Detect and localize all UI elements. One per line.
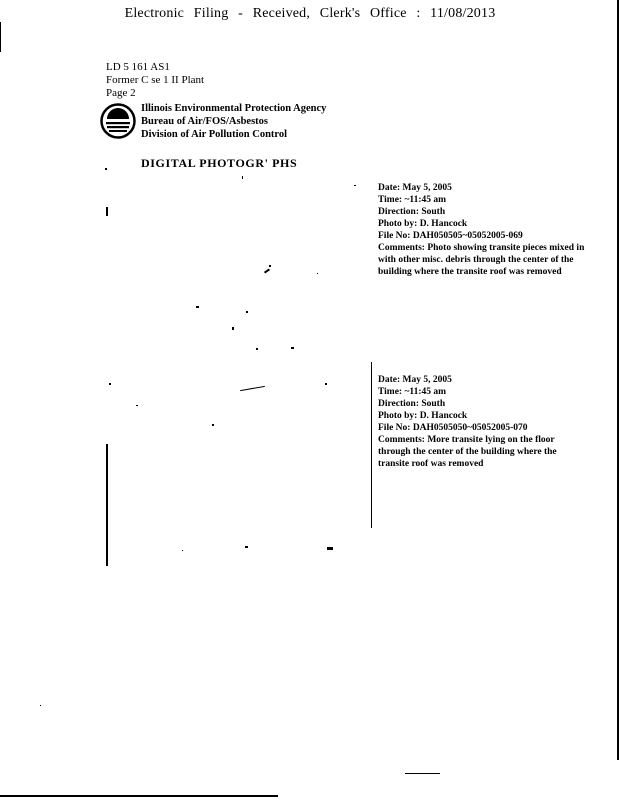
- filing-stamp: Electronic Filing - Received, Clerk's Office : 11/08/2013: [124, 6, 496, 21]
- document-ref-line: Former C se 1 II Plant: [106, 74, 205, 86]
- photo-comments: Comments: Photo showing transite pieces mixed in: [378, 243, 585, 253]
- photo-direction: Direction: South: [378, 399, 446, 409]
- photo-comments: building where the transite roof was removed: [378, 267, 562, 277]
- agency-name: Illinois Environmental Protection Agency: [141, 103, 327, 114]
- photo-file-number: File No: DAH050505~05052005-069: [378, 231, 523, 241]
- bottom-border-line: [0, 795, 278, 797]
- document-reference: [106, 61, 204, 100]
- photo-photographer: Photo by: D. Hancock: [378, 219, 468, 229]
- bureau-name: Bureau of Air/FOS/Asbestos: [141, 116, 268, 127]
- photo-file-number: File No: DAH0505050~05052005-070: [378, 423, 528, 433]
- footer-dash: [405, 773, 440, 774]
- photo-comments: transite roof was removed: [378, 459, 484, 469]
- photo-time: Time: ~11:45 am: [378, 195, 447, 205]
- division-name: Division of Air Pollution Control: [141, 129, 288, 140]
- photo-comments: Comments: More transite lying on the floor: [378, 435, 555, 445]
- right-border-line: [617, 0, 619, 760]
- photo-date: Date: May 5, 2005: [378, 375, 452, 385]
- section-title: DIGITAL PHOTOGR' PHS: [141, 156, 298, 170]
- left-border-mark: [0, 22, 1, 52]
- photo-photographer: Photo by: D. Hancock: [378, 411, 468, 421]
- photo-1-caption: [378, 182, 584, 278]
- page-number: Page 2: [106, 87, 136, 99]
- photo-direction: Direction: South: [378, 207, 446, 217]
- photo-time: Time: ~11:45 am: [378, 387, 447, 397]
- document-ref-line: LD 5 161 AS1: [106, 61, 170, 73]
- photo-comments: through the center of the building where the: [378, 447, 557, 457]
- photo-comments: with other misc. debris through the center of the: [378, 255, 574, 265]
- photo-2-caption: [378, 374, 557, 470]
- illinois-epa-logo: [100, 103, 136, 139]
- photo-date: Date: May 5, 2005: [378, 183, 452, 193]
